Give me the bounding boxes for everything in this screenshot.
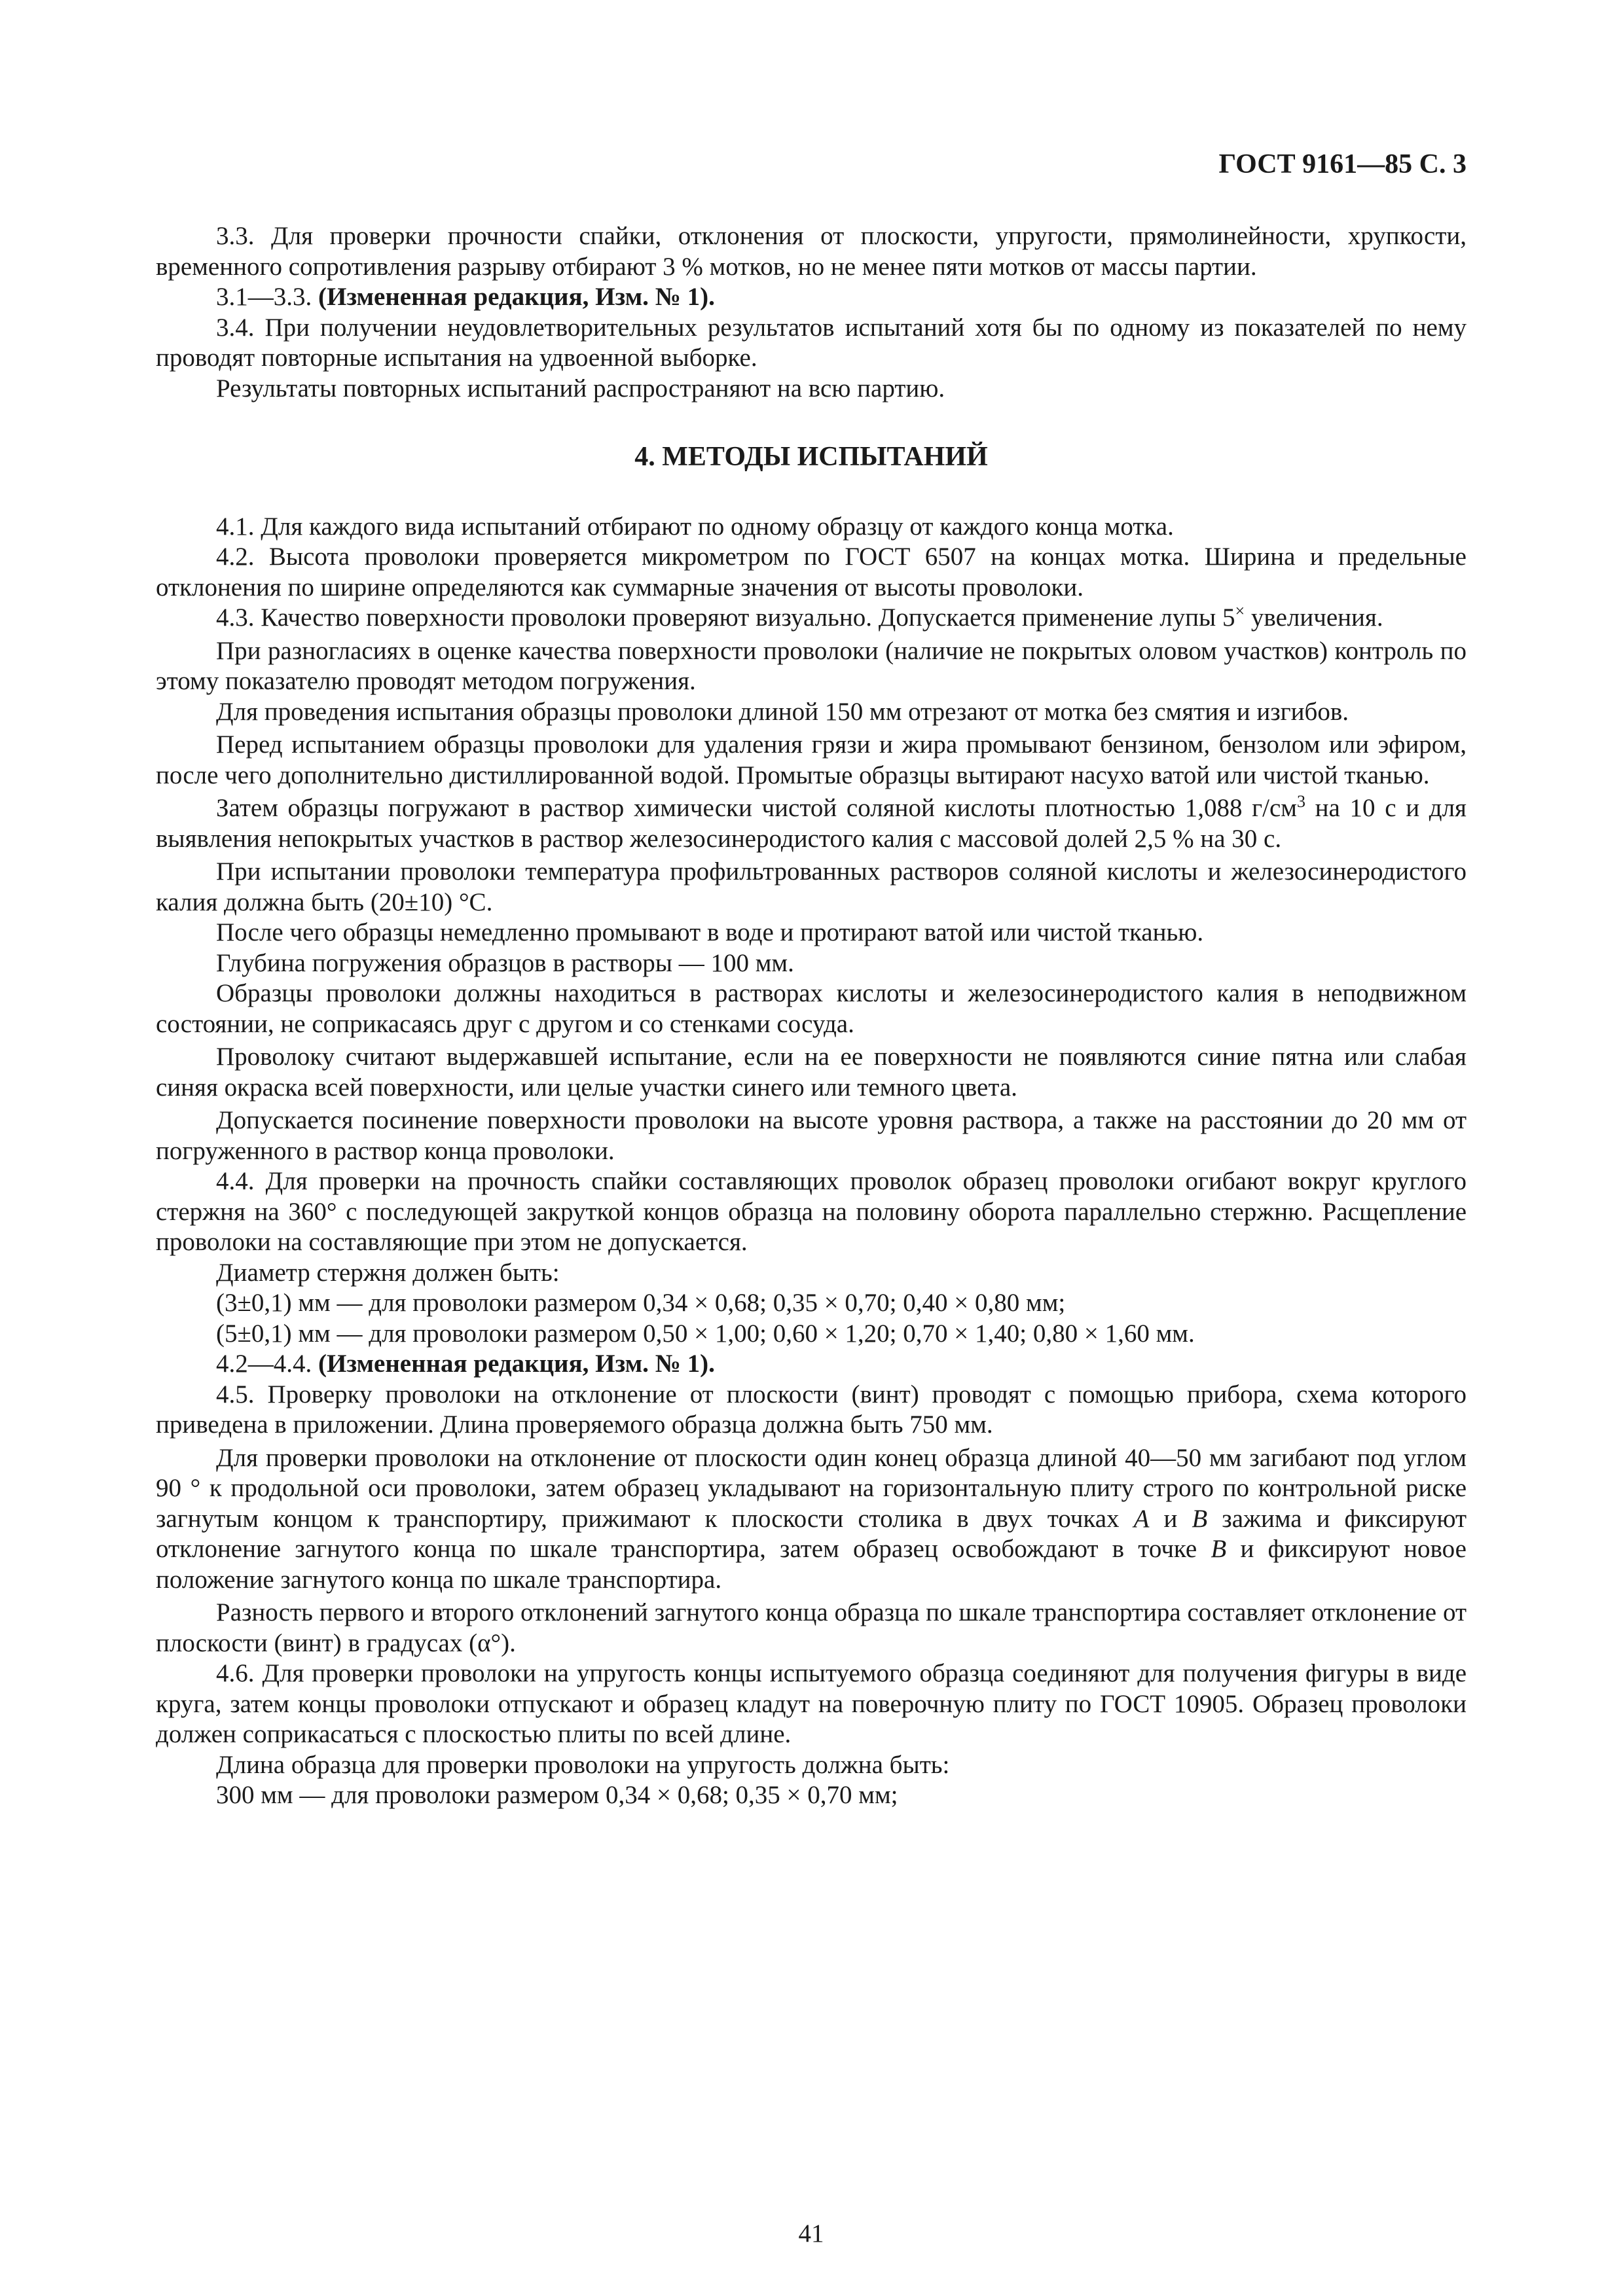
paragraph-4-5: 4.5. Проверку проволоки на отклонение от плоскости (винт) проводят с помощью прибора, схема которого приведена в приложении. Длина проверяемого образца должна быть 750 мм. xyxy=(156,1380,1467,1439)
paragraph-4-1: 4.1. Для каждого вида испытаний отбирают по одному образцу от каждого конца мотка. xyxy=(216,512,1174,541)
point-a-label: А xyxy=(1133,1504,1150,1533)
paragraph-4-3-immersion xyxy=(156,793,1467,854)
paragraph-4-4-diameter: Диаметр стержня должен быть: xyxy=(216,1258,560,1287)
text-span: на 10 с и для выявления непокрытых участков в раствор железосинеродистого калия с массовой долей 2,5 % на 30 с. xyxy=(156,794,1467,853)
paragraph-3-3: 3.3. Для проверки прочности спайки, отклонения от плоскости, упругости, прямолинейности, хрупкости, временного сопротивления разрыву отбирают 3 % мотков, но не менее пяти мотков от массы партии. xyxy=(156,222,1467,281)
amendment-note-2 xyxy=(156,1349,1467,1380)
amendment-ref: 3.1—3.3. xyxy=(216,283,318,311)
magnification-mark: × xyxy=(1235,601,1245,620)
amendment-text: (Измененная редакция, Изм. № 1). xyxy=(318,283,715,311)
amendment-note-1 xyxy=(156,282,1467,313)
paragraph-4-6-length: Длина образца для проверки проволоки на упругость должна быть: xyxy=(216,1750,950,1779)
paragraph-4-6-size: 300 мм — для проволоки размером 0,34 × 0,68; 0,35 × 0,70 мм; xyxy=(216,1781,898,1809)
paragraph-4-4-size-1: (3±0,1) мм — для проволоки размером 0,34 × 0,68; 0,35 × 0,70; 0,40 × 0,80 мм; xyxy=(216,1289,1066,1317)
paragraph-3-4: 3.4. При получении неудовлетворительных результатов испытаний хотя бы по одному из показателей по нему проводят повторные испытания на удвоенной выборке. xyxy=(156,313,1467,372)
section-heading: 4. МЕТОДЫ ИСПЫТАНИЙ xyxy=(634,442,988,472)
text-span: Для проверки проволоки на отклонение от плоскости один конец образца длиной 40—50 мм загибают под углом 90 ° к продольной оси проволоки, затем образец укладывают на горизонтальную плиту строго по контрольной риске загнутым концом к транспортиру, прижимают к плоскости столика в двух точках xyxy=(156,1443,1467,1533)
text-span: Затем образцы погружают в раствор химически чистой соляной кислоты плотностью 1,088 г/см xyxy=(216,794,1297,822)
page-number: 41 xyxy=(798,2219,824,2248)
point-b-label: В xyxy=(1211,1535,1227,1563)
paragraph-4-3-temperature: При испытании проволоки температура профильтрованных растворов соляной кислоты и железосинеродистого калия должна быть (20±10) °С. xyxy=(156,857,1467,916)
paragraph-4-3-rinse: После чего образцы немедленно промывают в воде и протирают ватой или чистой тканью. xyxy=(216,918,1204,946)
paragraph-4-4: 4.4. Для проверки на прочность спайки составляющих проволок образец проволоки огибают вокруг круглого стержня на 360° с последующей закруткой концов образца на половину оборота параллельно стержню. Расщепление проволоки на составляющие при этом не допускается. xyxy=(156,1167,1467,1256)
paragraph-4-3-cleaning: Перед испытанием образцы проволоки для удаления грязи и жира промывают бензином, бензолом или эфиром, после чего дополнительно дистиллированной водой. Промытые образцы вытирают насухо ватой или чистой тканью. xyxy=(156,730,1467,789)
text-span: и фиксируют новое положение загнутого конца по шкале транспортира. xyxy=(156,1535,1467,1594)
text-span: зажима и фиксируют отклонение загнутого конца по шкале транспортира, затем образец освобождают в точке xyxy=(156,1504,1467,1563)
page-header: ГОСТ 9161—85 С. 3 xyxy=(1218,149,1467,179)
text-span: 4.3. Качество поверхности проволоки проверяют визуально. Допускается применение лупы 5 xyxy=(216,603,1235,632)
text-span: увеличения. xyxy=(1245,603,1383,632)
superscript: 3 xyxy=(1296,792,1305,811)
paragraph-4-5-procedure xyxy=(156,1443,1467,1596)
paragraph-4-5-difference: Разность первого и второго отклонений загнутого конца образца по шкале транспортира составляет отклонение от плоскости (винт) в градусах (α°). xyxy=(156,1598,1467,1657)
paragraph-4-3-allowance: Допускается посинение поверхности проволоки на высоте уровня раствора, а также на расстоянии до 20 мм от погруженного в раствор конца проволоки. xyxy=(156,1106,1467,1165)
paragraph-4-3-criteria: Проволоку считают выдержавшей испытание, если на ее поверхности не появляются синие пятна или слабая синяя окраска всей поверхности, или целые участки синего или темного цвета. xyxy=(156,1043,1467,1102)
amendment-ref: 4.2—4.4. xyxy=(216,1350,318,1378)
point-b-label: В xyxy=(1192,1504,1208,1533)
paragraph-4-3 xyxy=(156,603,1467,634)
paragraph-4-2: 4.2. Высота проволоки проверяется микрометром по ГОСТ 6507 на концах мотка. Ширина и предельные отклонения по ширине определяются как суммарные значения от высоты проволоки. xyxy=(156,543,1467,601)
paragraph-4-3-disagreement: При разногласиях в оценке качества поверхности проволоки (наличие не покрытых оловом участков) контроль по этому показателю проводят методом погружения. xyxy=(156,636,1467,695)
paragraph-3-4-results: Результаты повторных испытаний распространяют на всю партию. xyxy=(216,374,945,403)
amendment-text: (Измененная редакция, Изм. № 1). xyxy=(318,1350,715,1378)
paragraph-4-3-position: Образцы проволоки должны находиться в растворах кислоты и железосинеродистого калия в неподвижном состоянии, не соприкасаясь друг с другом и со стенками сосуда. xyxy=(156,979,1467,1038)
document-page xyxy=(156,0,1467,2296)
paragraph-4-4-size-2: (5±0,1) мм — для проволоки размером 0,50 × 1,00; 0,60 × 1,20; 0,70 × 1,40; 0,80 × 1,60 мм. xyxy=(216,1319,1195,1348)
paragraph-4-6: 4.6. Для проверки проволоки на упругость концы испытуемого образца соединяют для получения фигуры в виде круга, затем концы проволоки отпускают и образец кладут на поверочную плиту по ГОСТ 10905. Образец проволоки должен соприкасаться с плоскостью плиты по всей длине. xyxy=(156,1659,1467,1748)
paragraph-4-3-depth: Глубина погружения образцов в растворы — 100 мм. xyxy=(216,948,794,977)
paragraph-4-3-samples: Для проведения испытания образцы проволоки длиной 150 мм отрезают от мотка без смятия и изгибов. xyxy=(216,697,1349,726)
text-span: и xyxy=(1149,1504,1192,1533)
document-body xyxy=(156,221,1467,1811)
